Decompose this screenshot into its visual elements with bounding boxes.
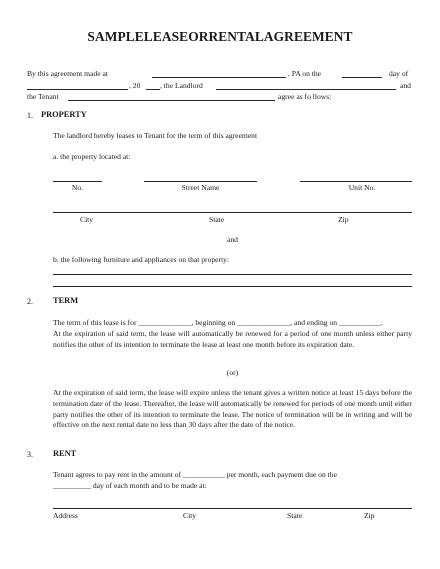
intro-line2-b: , the Landlord [160, 81, 203, 90]
landlord-blank[interactable] [216, 89, 396, 90]
year-blank[interactable] [146, 89, 160, 90]
location-blank[interactable] [152, 77, 286, 78]
label-no: No. [71, 183, 84, 192]
tenant-blank[interactable] [68, 100, 275, 101]
property-city-state-zip-blank[interactable] [53, 212, 412, 213]
rent-paragraph [53, 470, 412, 492]
rent-number: 3. [27, 450, 33, 459]
rent-label-state: State [287, 511, 303, 520]
document-title: SAMPLELEASEORRENTALAGREEMENT [87, 29, 353, 44]
property-heading: PROPERTY [41, 110, 87, 119]
property-lease-text: The landlord hereby leases to Tenant for the term of this agreement [53, 131, 258, 140]
term-paragraph-1 [53, 318, 412, 350]
date-blank[interactable] [342, 77, 382, 78]
label-state: State [209, 215, 225, 224]
intro-line2-c: and [400, 81, 411, 90]
label-city: City [80, 215, 94, 224]
term-heading: TERM [53, 296, 79, 305]
and-text: and [227, 235, 238, 244]
intro-line1-c: day of [389, 69, 409, 78]
intro-line2-a: , 20 [129, 81, 141, 90]
label-zip: Zip [338, 215, 349, 224]
rent-heading: RENT [53, 449, 77, 458]
intro-line3-a: the Tenant [27, 92, 59, 101]
term-paragraph-2: At the expiration of said term, the lease will expire unless the tenant gives a written notice at least 15 days before the termination date of the lease. Thereafter, the lease will automatically be renewed for periods of one month until either party notifies the other of its intention to terminate the lease. The notice of termination will be in writing and will be effective on the next rental date no less than 30 days after the date of the notice. [53, 388, 412, 430]
furniture-blank-2[interactable] [53, 286, 412, 287]
property-item-a: a. the property located at: [53, 152, 131, 161]
term-paragraph-1-line1: The term of this lease is for ______________, beginning on ______________, and ending on ___________. [53, 318, 383, 327]
rent-label-zip: Zip [364, 511, 375, 520]
property-street-blank[interactable] [144, 181, 257, 182]
property-no-blank[interactable] [53, 181, 102, 182]
or-text: (or) [226, 368, 239, 377]
rent-paragraph-line1: Tenant agrees to pay rent in the amount of ___________ per month, each payment due on the [53, 470, 337, 479]
term-paragraph-1-rest: At the expiration of said term, the lease will automatically be renewed for a period of one month unless either party notifies the other of its intention to terminate the lease at least one month before its expiration date. [53, 328, 412, 349]
intro-line3-b: agree as fo llows: [278, 92, 332, 101]
intro-line1-b: , PA on the [288, 69, 322, 78]
label-address: Address [53, 511, 78, 520]
property-number: 1. [27, 111, 33, 120]
label-street-name: Street Name [181, 183, 220, 192]
label-unit-no: Unit No. [348, 183, 376, 192]
intro-line1-a: By this agreement made at [27, 69, 108, 78]
rent-label-city: City [183, 511, 197, 520]
furniture-blank-1[interactable] [53, 274, 412, 275]
month-blank[interactable] [27, 89, 128, 90]
property-item-b: b. the following furniture and appliances on that property: [53, 255, 230, 264]
rent-address-blank[interactable] [53, 508, 412, 509]
property-unit-blank[interactable] [300, 181, 412, 182]
term-number: 2. [27, 297, 33, 306]
rent-paragraph-line2: __________ day of each month and to be made at: [53, 480, 207, 490]
